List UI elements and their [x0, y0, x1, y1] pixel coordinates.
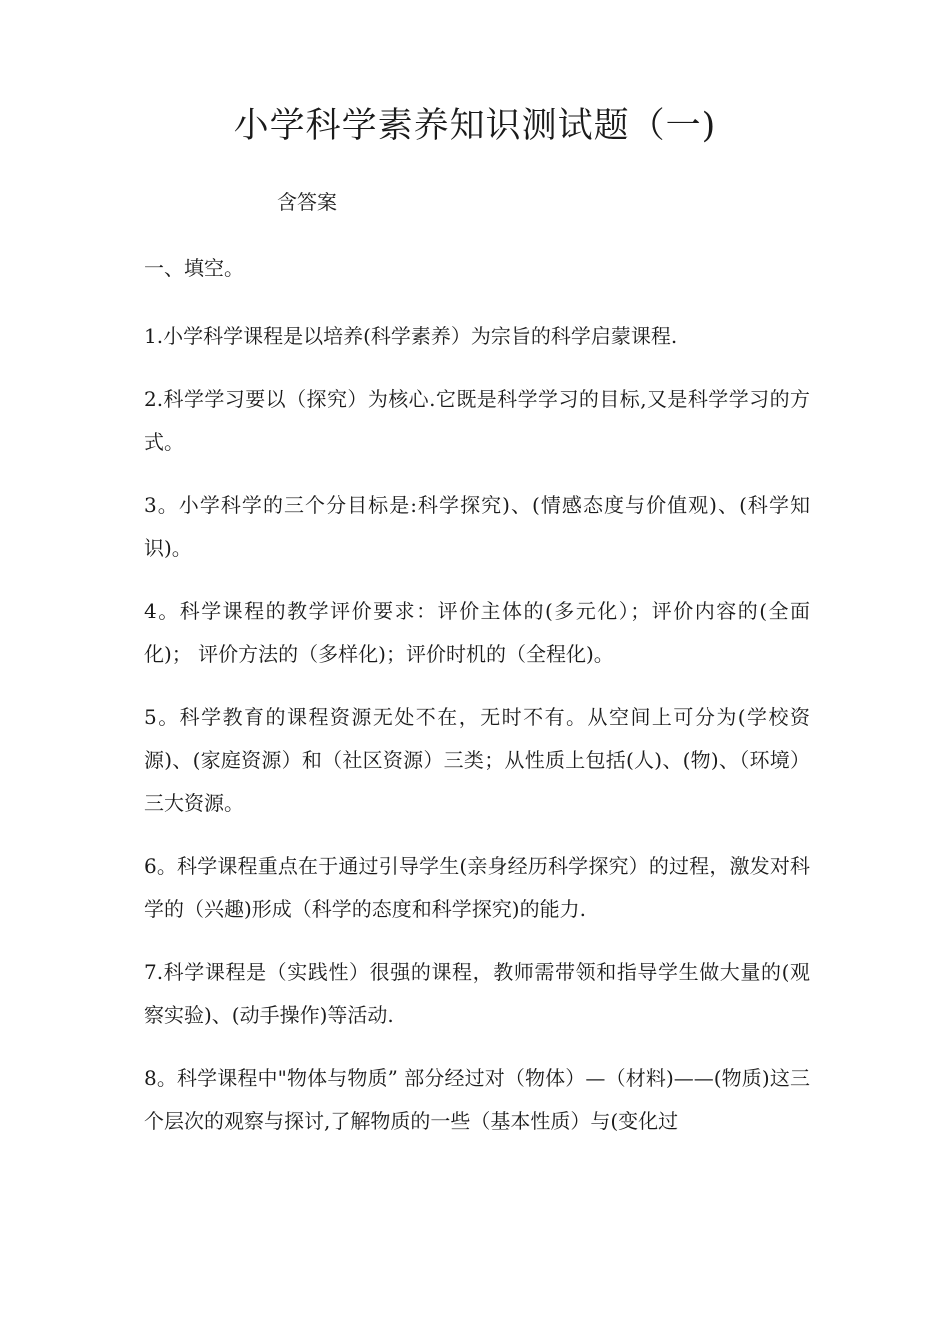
- question-item-7: 7.科学课程是（实践性）很强的课程，教师需带领和指导学生做大量的(观察实验)、(动手操作)等活动.: [144, 960, 810, 1027]
- question-list: [144, 315, 810, 1163]
- document-subtitle: 含答案: [277, 190, 337, 214]
- question-item-5: 5。科学教育的课程资源无处不在，无时不有。从空间上可分为(学校资源)、(家庭资源）和（社区资源）三类；从性质上包括(人)、(物)、（环境）三大资源。: [144, 705, 810, 815]
- question-item-3: 3。小学科学的三个分目标是:科学探究)、(情感态度与价值观)、(科学知识)。: [144, 493, 810, 560]
- question-item-6: 6。科学课程重点在于通过引导学生(亲身经历科学探究）的过程，激发对科学的（兴趣)形成（科学的态度和科学探究)的能力.: [144, 854, 810, 921]
- question-item-2: 2.科学学习要以（探究）为核心.它既是科学学习的目标,又是科学学习的方式。: [144, 387, 810, 454]
- question-item-8: 8。科学课程中"物体与物质” 部分经过对（物体）—（材料)——(物质)这三个层次的观察与探讨,了解物质的一些（基本性质）与(变化过: [144, 1066, 810, 1133]
- question-item-4: 4。科学课程的教学评价要求：评价主体的(多元化）；评价内容的(全面化)； 评价方法的（多样化)；评价时机的（全程化)。: [144, 599, 810, 666]
- section-heading: 一、填空。: [144, 256, 244, 280]
- question-item-1: 1.小学科学课程是以培养(科学素养）为宗旨的科学启蒙课程.: [144, 324, 678, 348]
- document-title: 小学科学素养知识测试题（一): [233, 106, 717, 146]
